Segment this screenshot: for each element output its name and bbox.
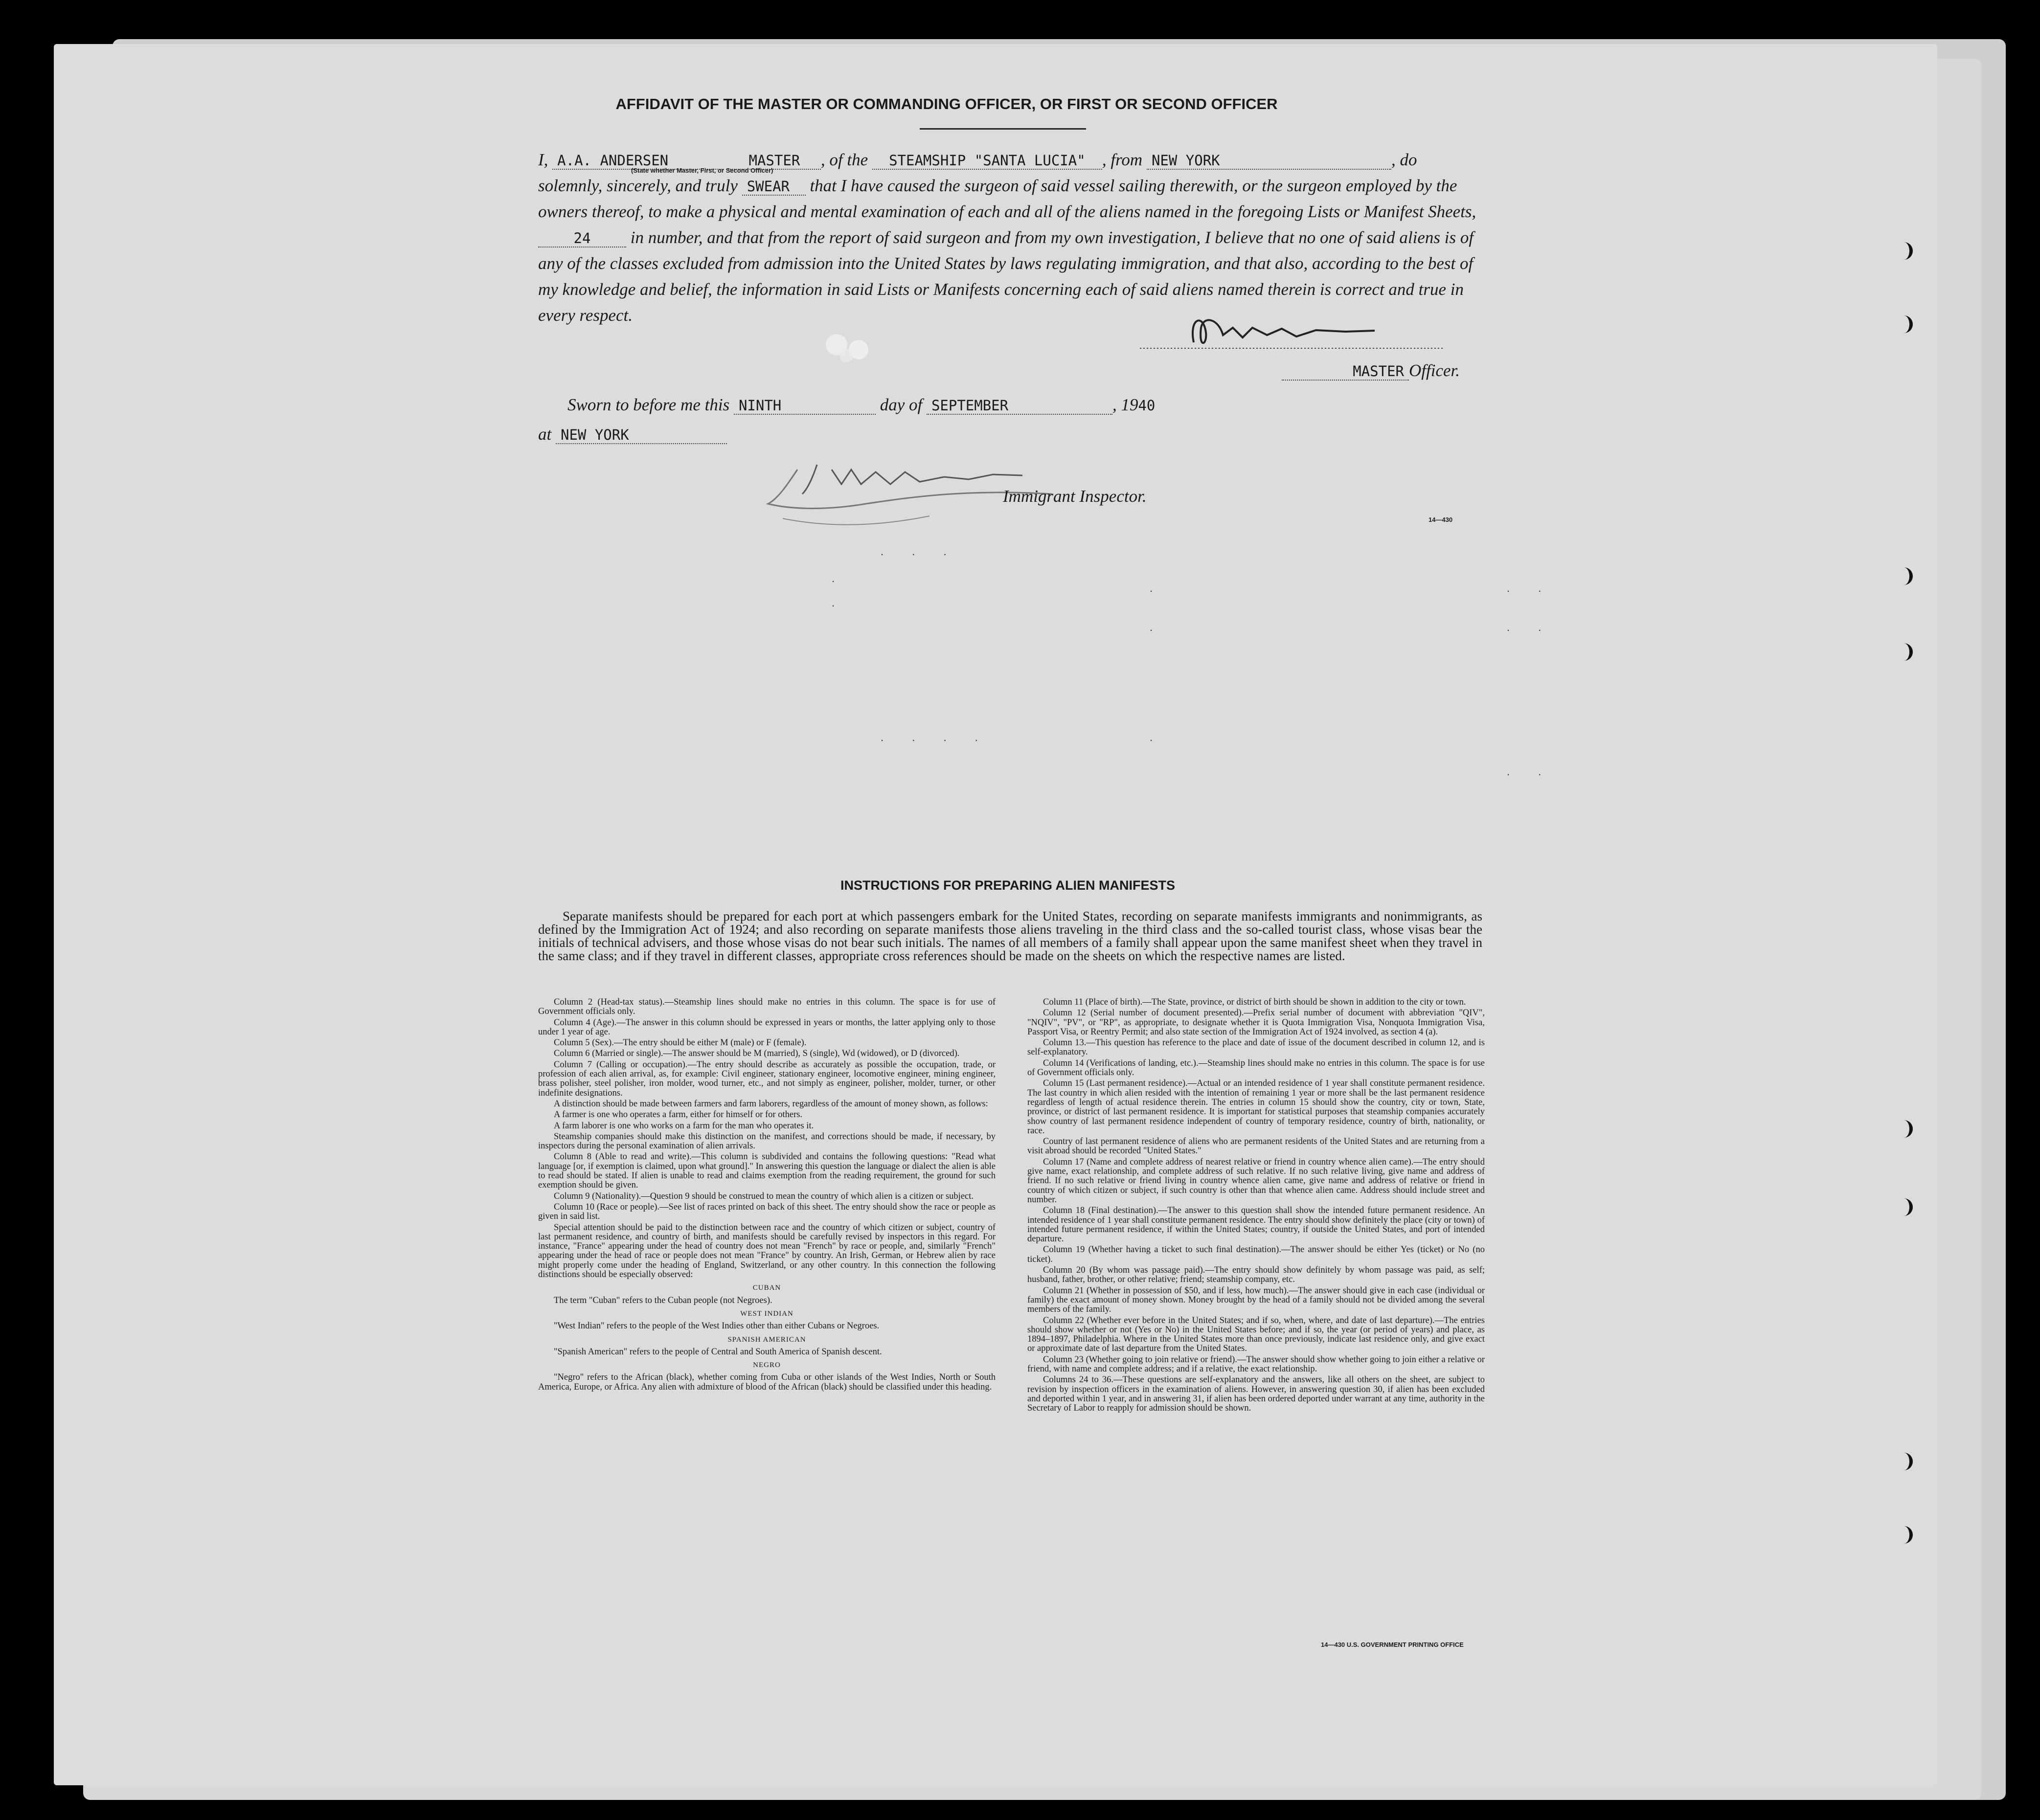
distinction-heading: WEST INDIAN	[740, 1309, 793, 1318]
show-through-marks: .	[1150, 621, 1166, 633]
instruction-paragraph: Country of last permanent residence of aliens who are permanent residents of the United States and are returning from a visit abroad should be recorded "United States."	[1027, 1137, 1485, 1156]
sworn-day-field: NINTH	[734, 397, 876, 415]
show-through-marks: .	[832, 572, 848, 584]
affidavit-text: , of the	[820, 150, 868, 169]
rank-hint: (State whether Master, First, or Second Officer)	[631, 167, 773, 174]
show-through-marks: . .	[1507, 765, 1554, 778]
oath-field: SWEAR	[742, 178, 806, 196]
affidavit-text: , do	[1391, 150, 1417, 169]
instruction-paragraph: Column 9 (Nationality).—Question 9 should be construed to mean the country of which alien is a citizen or subject.	[554, 1191, 974, 1201]
instruction-paragraph: Columns 24 to 36.—These questions are self-explanatory and the answers, like all others on the sheet, are subject to revision by inspection officers in the examination of aliens. However, in answering question 30, if alien has been excluded and deported within 1 year, and in answering 31, if alien has been ordered deported under warrant at any time, authority in the Secretary of Labor to reapply for admission should be shown.	[1027, 1375, 1485, 1414]
instruction-paragraph: Column 13.—This question has reference to the place and date of issue of the document described in column 12, and is self-explanatory.	[1027, 1038, 1485, 1057]
punch-hole	[1901, 242, 1913, 260]
instruction-paragraph: Column 15 (Last permanent residence).—Actual or an intended residence of 1 year shall constitute permanent residence. The last country in which alien resided with the intention of remaining 1 year or more shall be the last permanent residence regardless of length of actual residence therein. The entries in column 15 should show the country, city or town, State, province, or district of last permanent residence. It is important for statistical purposes that steamship companies accurately show country of last permanent residence independent of country of temporary residence, country of birth, nationality, or race.	[1027, 1079, 1485, 1136]
instruction-paragraph: Column 8 (Able to read and write).—This column is subdivided and contains the following questions: "Read what language [or, if exemption is claimed, upon what ground]." In answering this question the language or dialect the alien is able to read should be stated. If alien is unable to read and claims exemption from the reading requirement, the ground for such exemption should be given.	[538, 1152, 996, 1191]
master-name-field: A.A. ANDERSEN	[552, 152, 724, 170]
sworn-year-field: 40	[1138, 397, 1156, 414]
instructions-right-column	[1027, 998, 1485, 1415]
instruction-paragraph: Column 10 (Race or people).—See list of races printed on back of this sheet. The entry should show the race or people as given in said list.	[538, 1202, 996, 1222]
instruction-paragraph: Steamship companies should make this distinction on the manifest, and corrections should be made, if necessary, by inspectors during the personal examination of alien arrivals.	[538, 1131, 996, 1151]
affidavit-text: that I have caused the surgeon of said vessel sailing therewith, or the surgeon employed by the owners thereof, to make a physical and mental examination of each and all of the aliens named in the foregoing Lists or Manifest Sheets,	[538, 176, 1476, 221]
printer-imprint: 14—430 U.S. GOVERNMENT PRINTING OFFICE	[1321, 1641, 1464, 1648]
instruction-paragraph: Column 17 (Name and complete address of nearest relative or friend in country whence alien came).—The entry should give name, exact relationship, and complete address of such relative. If no such relative living, give name and address of friend. If no such relative or friend living in country whence alien came, give name and address of relative or friend in country of which citizen or subject, if such country is other than that whence alien came. Address should include street and number.	[1027, 1157, 1485, 1205]
instructions-intro: Separate manifests should be prepared for each port at which passengers embark for the United States, recording on separate manifests immigrants and nonimmigrants, as defined by the Immigration Act of 1924; and also recording on separate manifests those aliens traveling in the third class and the so-called tourist class, whose visas bear the initials of technical advisers, and those whose visas do not bear such initials. The names of all members of a family shall appear upon the same manifest sheet when they travel in the same class; and if they travel in different classes, appropriate cross references should be made on the sheets on which the respective names are listed.	[538, 909, 1482, 963]
affidavit-text: I,	[538, 150, 548, 169]
distinction-heading: NEGRO	[753, 1361, 781, 1370]
instruction-paragraph: Column 19 (Whether having a ticket to such final destination).—The answer should be either Yes (ticket) or No (no ticket).	[1027, 1245, 1485, 1264]
sworn-text: day of	[880, 395, 923, 414]
sworn-text: at	[538, 425, 552, 444]
officer-suffix: Officer.	[1409, 361, 1460, 380]
departure-port-field: NEW YORK	[1147, 152, 1391, 170]
rank-field: MASTER	[728, 152, 821, 170]
show-through-marks: . .	[1507, 582, 1554, 594]
instructions-left-column	[538, 998, 996, 1393]
instruction-paragraph: A farmer is one who operates a farm, either for himself or for others.	[554, 1110, 803, 1120]
vessel-field: STEAMSHIP "SANTA LUCIA"	[872, 152, 1102, 170]
sworn-place-field: NEW YORK	[556, 427, 727, 444]
instruction-paragraph: Special attention should be paid to the distinction between race and the country of which citizen or subject, country of last permanent residence, and country of birth, and manifests should be carefully revised by inspectors in this regard. For instance, "France" appearing under the head of country does not mean "French" by race or people, and, similarly "French" appearing under the head of race or people does not mean "France" by country. An Irish, German, or Hebrew alien by race might properly come under the heading of England, Switzerland, or any other country. In this connection the following distinctions should be especially observed:	[538, 1222, 996, 1280]
instruction-paragraph: Column 7 (Calling or occupation).—The entry should describe as accurately as possible the occupation, trade, or profession of each alien arrival, as, for example: Civil engineer, stationary engineer, locomotive engineer, mining engineer, brass polisher, steel polisher, iron molder, wood turner, etc., and not simply as engineer, polisher, molder, turner, or other indefinite designations.	[538, 1059, 996, 1098]
instructions-title: INSTRUCTIONS FOR PREPARING ALIEN MANIFESTS	[840, 878, 1176, 893]
sworn-place-line	[538, 425, 727, 444]
show-through-marks: . .	[1507, 621, 1554, 633]
affidavit-text: solemnly, sincerely, and truly	[538, 176, 738, 195]
sworn-text: , 19	[1112, 395, 1138, 414]
instruction-paragraph: Column 2 (Head-tax status).—Steamship lines should make no entries in this column. The space is for use of Government officials only.	[538, 997, 996, 1017]
affidavit-title: AFFIDAVIT OF THE MASTER OR COMMANDING OFFICER, OR FIRST OR SECOND OFFICER	[615, 95, 1278, 112]
punch-hole	[1901, 1526, 1913, 1544]
distinction-text: "Spanish American" refers to the people of Central and South America of Spanish descent.	[554, 1347, 882, 1357]
form-number: 14—430	[1428, 516, 1453, 523]
distinction-heading: CUBAN	[752, 1284, 781, 1292]
punch-hole	[1901, 1198, 1913, 1216]
punch-hole	[1901, 1120, 1913, 1138]
instruction-paragraph: Column 4 (Age).—The answer in this column should be expressed in years or months, the latter applying only to those under 1 year of age.	[538, 1017, 996, 1037]
punch-hole	[1901, 1453, 1913, 1470]
instruction-paragraph: Column 22 (Whether ever before in the United States; and if so, when, where, and date of last departure).—The entries should show whether or not (Yes or No) in the United States before; and if so, the year (or period of years) and place, as 1894–1897, Philadelphia. Where in the United States more than once previously, indicate last residence only, and give exact or approximate date of last departure from the United States.	[1027, 1315, 1485, 1354]
affidavit-text: , from	[1102, 150, 1143, 169]
instruction-paragraph: Column 12 (Serial number of document presented).—Prefix serial number of document with abbreviation "QIV", "NQIV", "PV", or "RP", as appropriate, to designate whether it is Quota Immigration Visa, Nonquota Immigration Visa, Passport Visa, or Reentry Permit; and also state section of the Immigration Act of 1924 involved, as section 4 (a).	[1027, 1008, 1485, 1037]
distinction-text: The term "Cuban" refers to the Cuban people (not Negroes).	[554, 1295, 772, 1305]
instruction-paragraph: Column 5 (Sex).—The entry should be either M (male) or F (female).	[554, 1038, 807, 1048]
show-through-marks: . . . .	[881, 731, 991, 743]
show-through-marks: .	[832, 597, 848, 609]
instruction-paragraph: Column 6 (Married or single).—The answer should be M (married), S (single), Wd (widowed), or D (divorced).	[554, 1049, 960, 1059]
sheet-count-field: 24	[538, 230, 626, 247]
instruction-paragraph: Column 18 (Final destination).—The answer to this question shall show the intended future permanent residence. An intended residence of 1 year shall constitute permanent residence. The entry should show definitely the place (city or town) of intended future permanent residence, if within the United States; country, if outside the United States, and port of intended departure.	[1027, 1206, 1485, 1244]
sworn-month-field: SEPTEMBER	[927, 397, 1112, 415]
sworn-text: Sworn to before me this	[567, 395, 730, 414]
title-divider	[920, 128, 1086, 130]
show-through-marks: .	[1150, 731, 1166, 743]
punch-hole	[1901, 567, 1913, 585]
officer-line	[1282, 361, 1460, 381]
distinction-heading: SPANISH AMERICAN	[727, 1335, 806, 1344]
punch-hole	[1901, 643, 1913, 661]
punch-hole	[1901, 315, 1913, 333]
inspector-label: Immigrant Inspector.	[1003, 487, 1147, 506]
show-through-marks: . . .	[881, 545, 959, 558]
instruction-paragraph: Column 14 (Verifications of landing, etc.).—Steamship lines should make no entries in this column. The space is for use of Government officials only.	[1027, 1058, 1485, 1078]
instruction-paragraph: Column 23 (Whether going to join relative or friend).—The answer should show whether going to join either a relative or friend, with name and complete address; and if a relative, the exact relationship.	[1027, 1354, 1485, 1374]
master-signature	[1120, 308, 1453, 357]
distinction-text: "Negro" refers to the African (black), whether coming from Cuba or other islands of the West Indies, North or South America, Europe, or Africa. Any alien with admixture of blood of the African (black) should be classified under this heading.	[538, 1372, 996, 1392]
instruction-paragraph: Column 21 (Whether in possession of $50, and if less, how much).—The answer should give in each case (individual or family) the exact amount of money shown. Money brought by the head of a family should not be divided among the several members of the family.	[1027, 1285, 1485, 1315]
instruction-paragraph: Column 11 (Place of birth).—The State, province, or district of birth should be shown in addition to the city or town.	[1043, 997, 1466, 1007]
embossed-seal	[817, 325, 881, 369]
instruction-paragraph: Column 20 (By whom was passage paid).—The entry should show definitely by whom passage was paid, as self; husband, father, brother, or other relative; friend; steamship company, etc.	[1027, 1265, 1485, 1285]
officer-rank-field: MASTER	[1282, 363, 1409, 381]
distinction-text: "West Indian" refers to the people of the West Indies other than either Cubans or Negroes.	[554, 1321, 880, 1331]
instruction-paragraph: A farm laborer is one who works on a farm for the man who operates it.	[554, 1121, 814, 1131]
show-through-marks: .	[1150, 582, 1166, 594]
instruction-paragraph: A distinction should be made between farmers and farm laborers, regardless of the amount of money shown, as follows:	[554, 1099, 988, 1109]
affidavit-text: in number, and that from the report of said surgeon and from my own investigation, I believe that no one of said aliens is of any of the classes excluded from admission into the United States by laws regulating immigration, and that also, according to the best of my knowledge and belief, the information in said Lists or Manifests concerning each of said aliens named therein is correct and true in every respect.	[538, 228, 1474, 325]
sworn-line	[567, 395, 1155, 415]
